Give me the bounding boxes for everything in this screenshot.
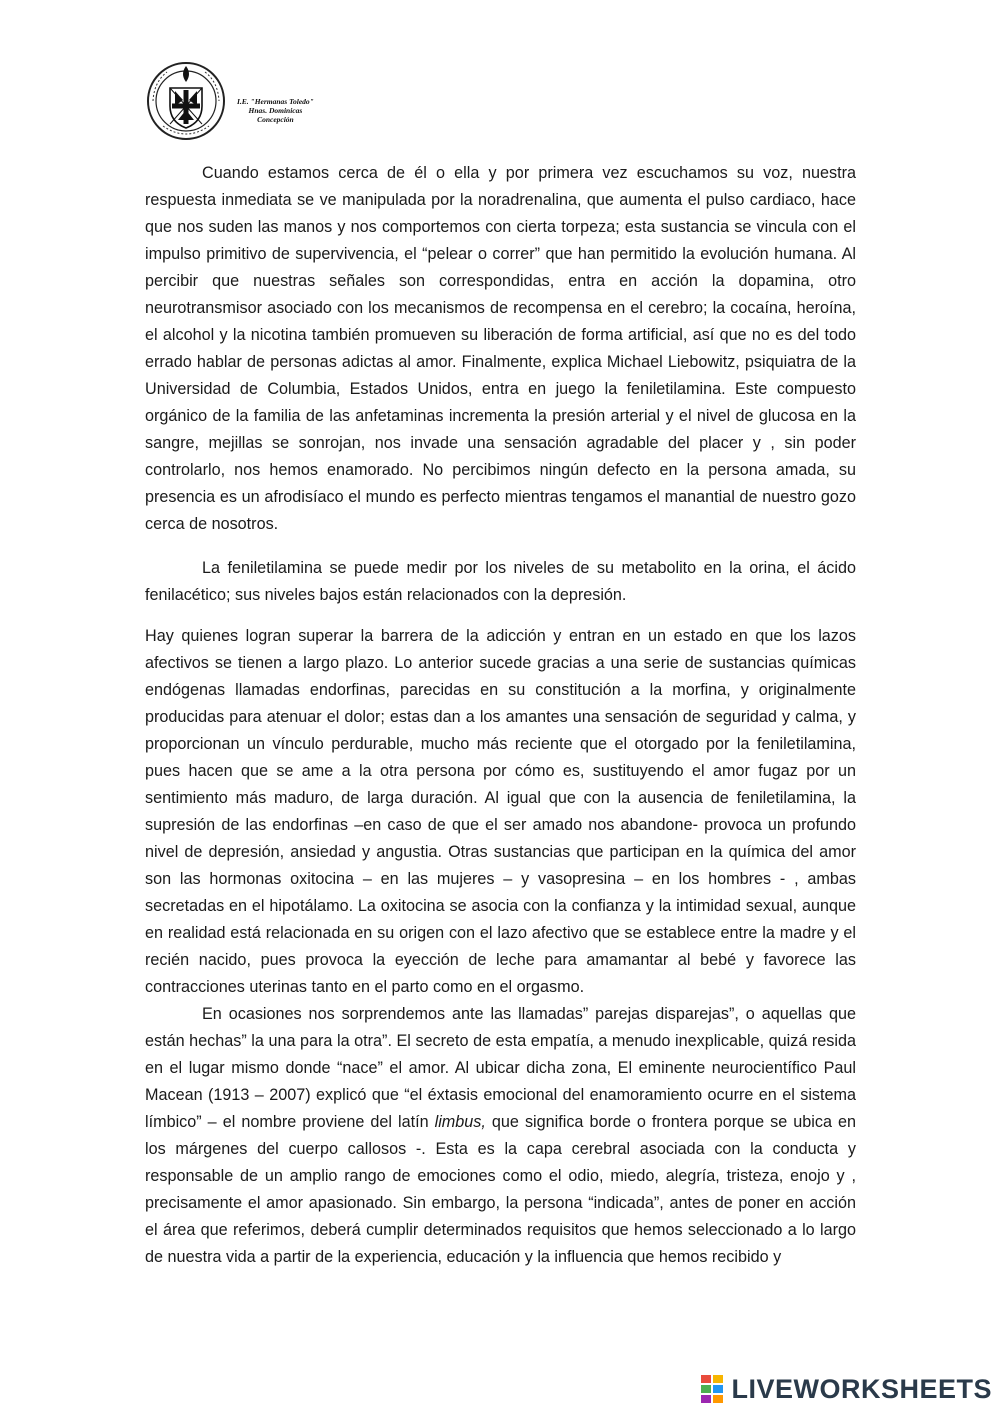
document-header	[145, 60, 545, 145]
paragraph-2: La feniletilamina se puede medir por los niveles de su metabolito en la orina, el ácido fenilacético; sus niveles bajos están relacionados con la depresión.	[145, 559, 856, 604]
dominican-seal-icon	[145, 60, 227, 142]
liveworksheets-brand: LIVEWORKSHEETS	[731, 1373, 992, 1404]
paragraph-4-part-b: que significa borde o frontera porque se ubica en los márgenes del cuerpo callosos -. Esta es la capa cerebral asociada con la conducta y responsable de un amplio rango de emociones como el odio, miedo, alegría, tristeza, enojo y , precisamente el amor apasionado. Sin embargo, la persona “indicada”, antes de poner en acción el área que referimos, deberá cumplir determinados requisitos que hemos seleccionado a lo largo de nuestra vida a partir de la experiencia, educación y la influencia que hemos recibido y	[145, 1113, 856, 1266]
school-line-1: I.E. "Hermanas Toledo"	[237, 97, 314, 106]
school-line-2: Hnas. Dominicas	[248, 106, 303, 115]
liveworksheets-logo-icon	[701, 1375, 725, 1403]
paragraph-4-part-a: En ocasiones nos sorprendemos ante las llamadas” parejas disparejas”, o aquellas que están hechas” la una para la otra”. El secreto de esta empatía, a menudo inexplicable, quizá resida en el lugar mismo donde “nace” el amor. Al ubicar dicha zona, El eminente neurocientífico Paul Macean (1913 – 2007) explicó que “el éxtasis emocional del enamoramiento ocurre en el sistema límbico” – el nombre proviene del latín	[145, 1005, 856, 1131]
paragraph-4-container	[145, 1001, 856, 1273]
paragraph-3: Hay quienes logran superar la barrera de la adicción y entran en un estado en que los lazos afectivos se tienen a largo plazo. Lo anterior sucede gracias a una serie de sustancias químicas endógenas llamadas endorfinas, parecidas en su constitución a la morfina, y originalmente producidas para atenuar el dolor; estas dan a los amantes una sensación de seguridad y calma, y proporcionan un vínculo perdurable, mucho más reciente que el otorgado por la feniletilamina, pues hacen que se ame a la otra persona por cómo es, sustituyendo el amor fugaz por un sentimiento más maduro, de larga duración. Al igual que con la ausencia de feniletilamina, la supresión de las endorfinas –en caso de que el ser amado nos abandone- provoca un profundo nivel de depresión, ansiedad y angustia. Otras sustancias que participan en la química del amor son las hormonas oxitocina – en las mujeres – y vasopresina – en los hombres - , ambas secretadas en el hipotálamo. La oxitocina se asocia con la confianza y la intimidad sexual, aunque en realidad está relacionada en su origen con el lazo afectivo que se establece entre la madre y el recién nacido, pues provoca la eyección de leche para amamantar al bebé y favorece las contracciones uterinas tanto en el parto como en el orgasmo.	[145, 627, 856, 996]
liveworksheets-footer	[701, 1371, 992, 1407]
paragraph-4	[145, 1001, 856, 1271]
school-name	[237, 97, 314, 124]
paragraph-1: Cuando estamos cerca de él o ella y por primera vez escuchamos su voz, nuestra respuesta inmediata se ve manipulada por la noradrenalina, que aumenta el pulso cardiaco, hace que nos suden las manos y nos comportemos con cierta torpeza; esta sustancia se vincula con el impulso primitivo de supervivencia, el “pelear o correr” que han permitido la evolución humana. Al percibir que nuestras señales son correspondidas, entra en acción la dopamina, otro neurotransmisor asociado con los mecanismos de recompensa en el cerebro; la cocaína, heroína, el alcohol y la nicotina también promueven su liberación de forma artificial, así que no es del todo errado hablar de personas adictas al amor. Finalmente, explica Michael Liebowitz, psiquiatra de la Universidad de Columbia, Estados Unidos, entra en juego la feniletilamina. Este compuesto orgánico de la familia de las anfetaminas incrementa la presión arterial y el nivel de glucosa en la sangre, mejillas se sonrojan, nos invade una sensación agradable del placer y , sin poder controlarlo, nos hemos enamorado. No percibimos ningún defecto en la persona amada, su presencia es un afrodisíaco el mundo es perfecto mientras tengamos el manantial de nuestro gozo cerca de nosotros.	[145, 164, 856, 533]
school-line-3: Concepción	[257, 115, 294, 124]
document-body	[145, 160, 856, 1273]
paragraph-4-italic: limbus,	[434, 1113, 486, 1131]
